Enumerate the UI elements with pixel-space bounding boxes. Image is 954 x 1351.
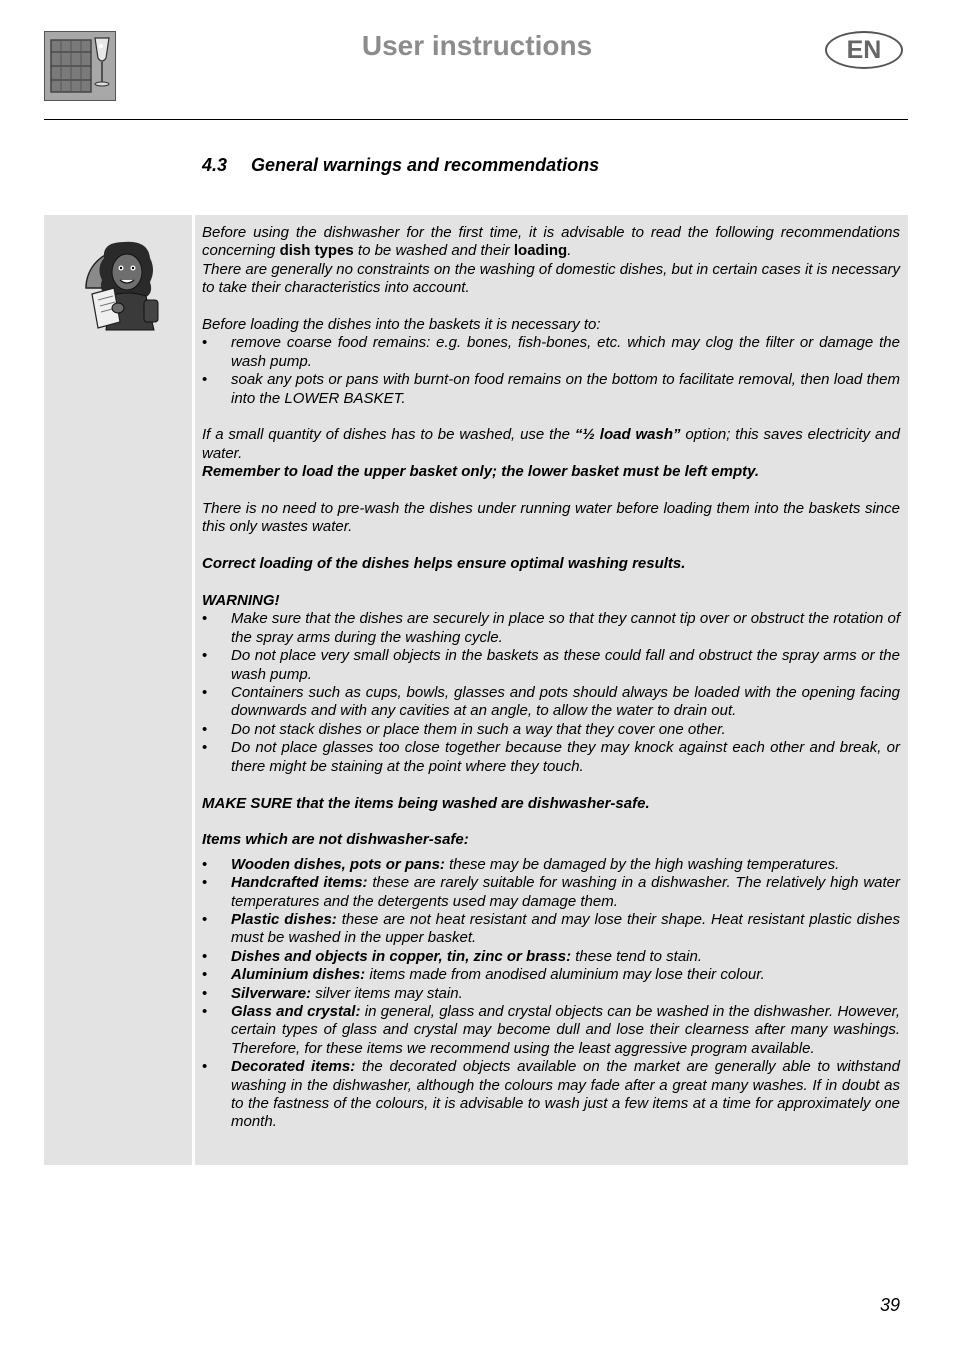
section-title: General warnings and recommendations [251,155,600,175]
half-load-paragraph [202,426,900,463]
not-safe-list [202,856,900,1132]
list-item [202,1058,900,1132]
item-description: these are rarely suitable for washing in a dishwasher. The relatively high water temperatures and the detergents used may damage them. [231,874,900,910]
item-term: Aluminium dishes: [231,966,366,984]
list-item [202,985,900,1003]
list-item: • Do not place glasses too close together because they may knock against each other and break, or there might be staining at the point where they touch. [202,739,900,776]
intro-text: Before using the dishwasher for the first time, it is advisable to read the following recommendations concerning [202,224,900,260]
not-safe-heading: Items which are not dishwasher-safe: [202,831,469,849]
list-item [202,966,900,984]
item-term: Handcrafted items: [231,874,368,892]
item-term: Dishes and objects in copper, tin, zinc or brass: [231,947,572,965]
item-term: Plastic dishes: [231,910,337,928]
intro-text: . [567,242,572,260]
list-item: • soak any pots or pans with burnt-on food remains on the bottom to facilitate removal, then load them into the LOWER BASKET. [202,371,900,408]
item-description: the decorated objects available on the market are generally able to withstand washing in the dishwasher, although the colours may fade after a great many washes. If in doubt as to the fastness of the colours, it is advisable to wash just a few items at a time for approximately one month. [231,1058,900,1131]
intro-emphasis-loading: loading [513,242,568,260]
section-number: 4.3 [202,155,228,175]
list-item: • Containers such as cups, bowls, glasses and pots should always be loaded with the opening facing downwards and with any cavities at an angle, to allow the water to drain out. [202,684,900,721]
list-item [202,856,900,874]
item-description: these tend to stain. [571,947,702,965]
half-load-option: “½ load wash” [574,426,681,444]
item-term: Decorated items: [231,1058,356,1076]
before-loading-text: Before loading the dishes into the baskets it is necessary to: [202,316,601,334]
header-divider [44,119,908,120]
side-panel [44,215,192,1165]
before-loading-list [202,334,900,408]
item-description: silver items may stain. [311,984,463,1002]
list-item: • Make sure that the dishes are securely in place so that they cannot tip over or obstruct the rotation of the spray arms during the washing cycle. [202,610,900,647]
page-number: 39 [880,1295,901,1315]
page-title: User instructions [361,30,593,61]
list-item [202,1003,900,1058]
remember-note: Remember to load the upper basket only; the lower basket must be left empty. [202,463,760,481]
warning-heading: WARNING! [202,592,280,610]
half-load-text: If a small quantity of dishes has to be washed, use the [202,426,575,444]
intro-paragraph [202,224,900,261]
item-description: these may be damaged by the high washing temperatures. [444,855,840,873]
half-load-text: option; this saves electricity and water. [202,426,900,462]
section-heading [202,155,599,176]
item-description: in general, glass and crystal objects can be washed in the dishwasher. However, certain types of glass and crystal may become dull and lose their clearness after many washings. Therefore, for these items we recommend using the least aggressive program available. [231,1002,901,1057]
intro-text: to be washed and their [353,242,514,260]
warning-list [202,610,900,776]
dishwasher-safe-note: MAKE SURE that the items being washed are dishwasher-safe. [202,794,650,812]
list-item: • Do not stack dishes or place them in such a way that they cover one other. [202,721,900,739]
list-item: • remove coarse food remains: e.g. bones, fish-bones, etc. which may clog the filter or damage the wash pump. [202,334,900,371]
item-description: items made from anodised aluminium may lose their colour. [365,966,765,984]
list-item [202,911,900,948]
intro-emphasis-dish-types: dish types [279,242,354,260]
list-item [202,948,900,966]
list-item [202,874,900,911]
item-term: Silverware: [231,984,312,1002]
item-term: Wooden dishes, pots or pans: [231,855,445,873]
correct-loading-note: Correct loading of the dishes helps ensure optimal washing results. [202,555,686,573]
language-badge: EN [825,31,903,69]
item-description: these are not heat resistant and may lose their shape. Heat resistant plastic dishes must be washed in the upper basket. [231,910,900,947]
item-term: Glass and crystal: [231,1002,361,1020]
list-item: • Do not place very small objects in the baskets as these could fall and obstruct the spray arms or the wash pump. [202,647,900,684]
woman-reading-icon [84,238,170,334]
constraints-paragraph: There are generally no constraints on the washing of domestic dishes, but in certain cases it is necessary to take their characteristics into account. [202,260,900,297]
document-body [202,224,900,1132]
prewash-paragraph: There is no need to pre-wash the dishes under running water before loading them into the baskets since this only wastes water. [202,500,900,536]
